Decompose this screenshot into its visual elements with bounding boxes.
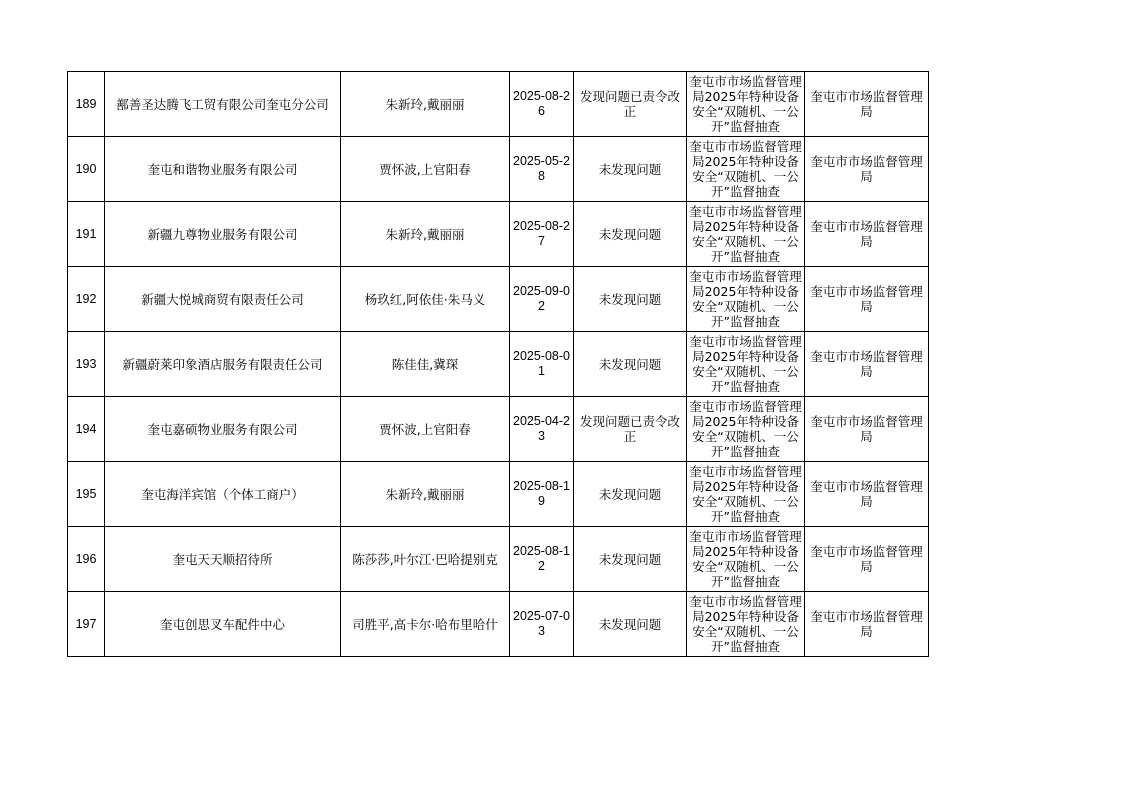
- inspection-result-cell: 发现问题已责令改正: [574, 72, 687, 137]
- inspection-table: [67, 71, 929, 657]
- inspectors-cell: 陈佳佳,冀琛: [341, 332, 510, 397]
- inspection-result-cell: 未发现问题: [574, 462, 687, 527]
- inspection-date-cell: 2025-08-01: [510, 332, 574, 397]
- company-name-cell: 奎屯嘉硕物业服务有限公司: [105, 397, 341, 462]
- company-name-cell: 新疆大悦城商贸有限责任公司: [105, 267, 341, 332]
- inspection-task-cell: 奎屯市市场监督管理局2025年特种设备安全“双随机、一公开”监督抽查: [687, 137, 805, 202]
- table-row: [68, 202, 929, 267]
- inspection-result-cell: 未发现问题: [574, 202, 687, 267]
- table-row: [68, 72, 929, 137]
- row-number-cell: 190: [68, 137, 105, 202]
- inspection-date-cell: 2025-08-27: [510, 202, 574, 267]
- row-number-cell: 193: [68, 332, 105, 397]
- row-number-cell: 194: [68, 397, 105, 462]
- table-row: [68, 527, 929, 592]
- row-number-cell: 196: [68, 527, 105, 592]
- inspection-date-cell: 2025-09-02: [510, 267, 574, 332]
- table-row: [68, 397, 929, 462]
- inspecting-organization-cell: 奎屯市市场监督管理局: [805, 462, 929, 527]
- inspectors-cell: 司胜平,高卡尔·哈布里哈什: [341, 592, 510, 657]
- row-number-cell: 191: [68, 202, 105, 267]
- company-name-cell: 新疆蔚莱印象酒店服务有限责任公司: [105, 332, 341, 397]
- company-name-cell: 鄯善圣达腾飞工贸有限公司奎屯分公司: [105, 72, 341, 137]
- company-name-cell: 奎屯创思叉车配件中心: [105, 592, 341, 657]
- row-number-cell: 192: [68, 267, 105, 332]
- inspection-task-cell: 奎屯市市场监督管理局2025年特种设备安全“双随机、一公开”监督抽查: [687, 462, 805, 527]
- inspection-date-cell: 2025-07-03: [510, 592, 574, 657]
- row-number-cell: 197: [68, 592, 105, 657]
- inspection-result-cell: 未发现问题: [574, 592, 687, 657]
- inspection-task-cell: 奎屯市市场监督管理局2025年特种设备安全“双随机、一公开”监督抽查: [687, 267, 805, 332]
- inspection-result-cell: 未发现问题: [574, 267, 687, 332]
- inspection-task-cell: 奎屯市市场监督管理局2025年特种设备安全“双随机、一公开”监督抽查: [687, 397, 805, 462]
- table-row: [68, 592, 929, 657]
- inspecting-organization-cell: 奎屯市市场监督管理局: [805, 202, 929, 267]
- inspectors-cell: 朱新玲,戴丽丽: [341, 202, 510, 267]
- inspection-result-cell: 发现问题已责令改正: [574, 397, 687, 462]
- inspecting-organization-cell: 奎屯市市场监督管理局: [805, 592, 929, 657]
- inspection-task-cell: 奎屯市市场监督管理局2025年特种设备安全“双随机、一公开”监督抽查: [687, 202, 805, 267]
- inspectors-cell: 朱新玲,戴丽丽: [341, 462, 510, 527]
- company-name-cell: 奎屯海洋宾馆（个体工商户）: [105, 462, 341, 527]
- table-row: [68, 267, 929, 332]
- inspecting-organization-cell: 奎屯市市场监督管理局: [805, 527, 929, 592]
- inspectors-cell: 陈莎莎,叶尔江·巴哈提别克: [341, 527, 510, 592]
- company-name-cell: 奎屯和谐物业服务有限公司: [105, 137, 341, 202]
- inspection-task-cell: 奎屯市市场监督管理局2025年特种设备安全“双随机、一公开”监督抽查: [687, 527, 805, 592]
- company-name-cell: 奎屯天天顺招待所: [105, 527, 341, 592]
- inspection-date-cell: 2025-08-12: [510, 527, 574, 592]
- table-row: [68, 137, 929, 202]
- table-row: [68, 332, 929, 397]
- inspecting-organization-cell: 奎屯市市场监督管理局: [805, 267, 929, 332]
- row-number-cell: 189: [68, 72, 105, 137]
- row-number-cell: 195: [68, 462, 105, 527]
- inspectors-cell: 贾怀波,上官阳春: [341, 137, 510, 202]
- inspectors-cell: 杨玖红,阿依佳·朱马义: [341, 267, 510, 332]
- table-body: [68, 72, 929, 657]
- inspecting-organization-cell: 奎屯市市场监督管理局: [805, 72, 929, 137]
- inspectors-cell: 贾怀波,上官阳春: [341, 397, 510, 462]
- inspection-task-cell: 奎屯市市场监督管理局2025年特种设备安全“双随机、一公开”监督抽查: [687, 72, 805, 137]
- inspectors-cell: 朱新玲,戴丽丽: [341, 72, 510, 137]
- inspection-task-cell: 奎屯市市场监督管理局2025年特种设备安全“双随机、一公开”监督抽查: [687, 332, 805, 397]
- inspection-date-cell: 2025-05-28: [510, 137, 574, 202]
- inspection-date-cell: 2025-08-19: [510, 462, 574, 527]
- inspection-date-cell: 2025-08-26: [510, 72, 574, 137]
- inspection-result-cell: 未发现问题: [574, 137, 687, 202]
- company-name-cell: 新疆九尊物业服务有限公司: [105, 202, 341, 267]
- inspecting-organization-cell: 奎屯市市场监督管理局: [805, 397, 929, 462]
- inspection-result-cell: 未发现问题: [574, 527, 687, 592]
- inspection-task-cell: 奎屯市市场监督管理局2025年特种设备安全“双随机、一公开”监督抽查: [687, 592, 805, 657]
- inspecting-organization-cell: 奎屯市市场监督管理局: [805, 137, 929, 202]
- inspection-date-cell: 2025-04-23: [510, 397, 574, 462]
- inspection-result-cell: 未发现问题: [574, 332, 687, 397]
- table-row: [68, 462, 929, 527]
- inspecting-organization-cell: 奎屯市市场监督管理局: [805, 332, 929, 397]
